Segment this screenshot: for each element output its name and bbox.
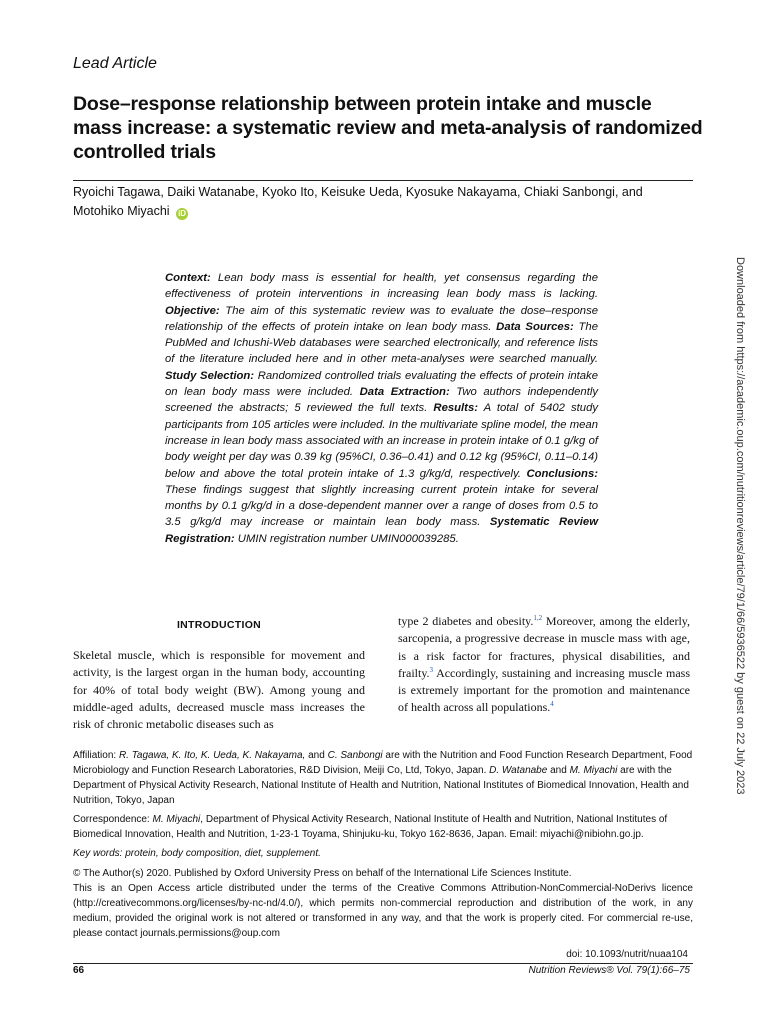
affiliation-names: D. Watanabe — [489, 765, 548, 776]
doi[interactable]: doi: 10.1093/nutrit/nuaa104 — [566, 949, 688, 960]
abstract-selection-text: Randomized controlled trials evaluating the effects of protein intake on lean body mass were included. — [165, 369, 598, 399]
intro-left-column: Skeletal muscle, which is responsible for movement and activity, is the largest organ in the human body, accounting for 40% of total body weight (BW). Among young and middle-aged adults, decreased muscle mass increases the risk of chronic metabolic diseases such as — [73, 648, 365, 732]
abstract — [165, 270, 598, 547]
page-number: 66 — [73, 965, 85, 976]
intro-right-p3: Accordingly, sustaining and increasing muscle mass is extremely important for the promotion and maintenance of health across all populations. — [398, 665, 690, 715]
affiliation-names: R. Tagawa, K. Ito, K. Ueda, K. Nakayama, — [118, 750, 306, 761]
abstract-selection-label: Study Selection: — [165, 369, 255, 382]
title-divider — [73, 180, 693, 181]
keywords: Key words: protein, body composition, diet, supplement. — [73, 848, 321, 859]
correspondence-label: Correspondence: — [73, 814, 153, 825]
journal-citation: Nutrition Reviews® Vol. 79(1):66–75 — [528, 965, 690, 976]
article-title: Dose–response relationship between protein intake and muscle mass increase: a systematic review and meta-analysis of randomized controlled trials — [73, 93, 703, 163]
abstract-extraction-label: Data Extraction: — [359, 386, 450, 399]
reference-link[interactable]: 1,2 — [533, 614, 543, 622]
abstract-registration-text: UMIN registration number UMIN000039285. — [234, 532, 459, 545]
download-watermark: Downloaded from https://academic.oup.com/nutritionreviews/article/79/1/66/5936522 by guest on 22 July 2023 — [734, 257, 746, 795]
affiliation-text: and — [305, 750, 328, 761]
author-list — [73, 183, 693, 221]
abstract-results-label: Results: — [433, 402, 478, 415]
correspondence-text: , Department of Physical Activity Research, National Institute of Health and Nutrition, National Institutes of Biomedical Innovation, Health and Nutrition, 1-23-1 Toyama, Shinjuku-ku, Tokyo 162-8636, Japan. Email: miyachi@nibiohn.go.jp. — [73, 814, 668, 840]
correspondence-name: M. Miyachi — [152, 814, 201, 825]
reference-link[interactable]: 3 — [429, 665, 434, 674]
abstract-context-text: Lean body mass is essential for health, yet consensus regarding the effectiveness of protein interventions in increasing lean body mass is lacking. — [165, 272, 598, 301]
introduction-heading: INTRODUCTION — [176, 619, 262, 631]
affiliation-names: C. Sanbongi — [327, 750, 383, 761]
license-note — [73, 866, 693, 941]
abstract-extraction-text: Two authors independently screened the abstracts; 5 reviewed the full texts. — [165, 386, 598, 415]
abstract-results-text: A total of 5402 study participants from 105 articles were included. In the multivariate spline model, the mean increase in lean body mass associated with an increase in protein intake of 0.1 g/kg of body weight per day was 0.39 kg (95%CI, 0.36–0.41) and 0.12 kg (95%CI, 0.11–0.14) below and above the total protein intake of 1.3 g/kg/d, respectively. — [165, 402, 598, 480]
intro-right-column — [398, 613, 690, 717]
affiliation-text: and — [547, 765, 570, 776]
abstract-context-label: Context: — [165, 272, 211, 284]
section-label: Lead Article — [73, 55, 157, 72]
footer-divider — [73, 963, 693, 964]
affiliation-note — [73, 748, 693, 808]
correspondence-note — [73, 812, 693, 842]
intro-right-p2: Moreover, among the elderly, sarcopenia, a progressive decrease in muscle mass with age, is a risk factor for fractures, physical disabilities, and frailty. — [398, 614, 690, 680]
abstract-sources-text: The PubMed and Ichushi-Web databases were searched electronically, and reference lists of the literature included here and in other meta-analyses were searched manually. — [165, 320, 598, 366]
abstract-objective-text: The aim of this systematic review was to evaluate the dose–response relationship of the effects of protein intake on lean body mass. — [165, 304, 598, 333]
reference-link[interactable]: 4 — [550, 700, 554, 709]
affiliation-text: are with the Nutrition and Food Function Research Department, Food Microbiology and Function Research Laboratories, R&D Division, Meiji Co, Ltd, Tokyo, Japan. — [73, 750, 693, 776]
abstract-objective-label: Objective: — [165, 304, 220, 317]
orcid-icon[interactable]: iD — [178, 209, 187, 218]
copyright-line: © The Author(s) 2020. Published by Oxford University Press on behalf of the International Life Sciences Institute. — [73, 868, 572, 879]
intro-right-p1: type 2 diabetes and obesity. — [398, 614, 534, 628]
affiliation-text: are with the Department of Physical Activity Research, National Institute of Health and Nutrition, National Institutes of Biomedical Innovation, Health and Nutrition, Tokyo, Japan — [73, 765, 689, 806]
affiliation-label: Affiliation: — [73, 750, 119, 761]
authors-text: Ryoichi Tagawa, Daiki Watanabe, Kyoko Ito, Keisuke Ueda, Kyosuke Nakayama, Chiaki Sanbongi, and Motohiko Miyachi — [73, 185, 643, 218]
abstract-conclusions-label: Conclusions: — [526, 467, 598, 480]
abstract-sources-label: Data Sources: — [496, 320, 574, 333]
abstract-registration-label: Systematic Review Registration: — [165, 516, 598, 545]
license-text: This is an Open Access article distributed under the terms of the Creative Commons Attribution-NonCommercial-NoDerivs licence (http://creativecommons.org/licenses/by-nc-nd/4.0/), which permits non-commercial reproduction and distribution of the work, in any medium, provided the original work is not altered or transformed in any way, and that the work is properly cited. For commercial re-use, please contact journals.permissions@oup.com — [73, 883, 693, 939]
affiliation-names: M. Miyachi — [569, 765, 618, 776]
abstract-conclusions-text: These findings suggest that slightly increasing current protein intake for several months by 0.1 g/kg/d in a dose-dependent manner over a range of doses from 0.5 to 3.5 g/kg/d may increase or maintain lean body mass. — [165, 483, 598, 529]
